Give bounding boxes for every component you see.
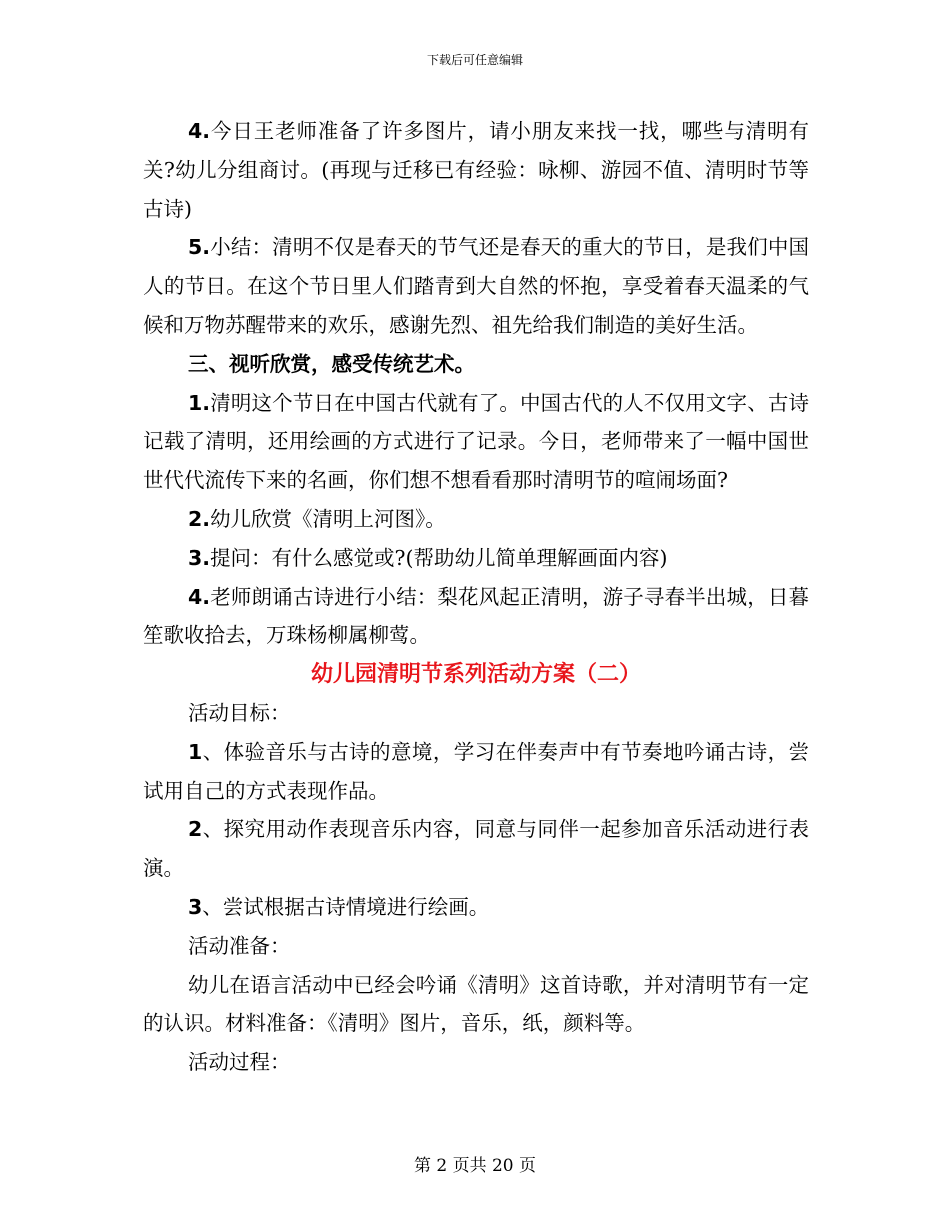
paragraph-number: 2. — [188, 506, 211, 531]
paragraph-step-4b — [143, 578, 809, 656]
paragraph-number: 5. — [188, 235, 211, 260]
paragraph-step-3 — [143, 539, 809, 578]
paragraph-number: 3 — [188, 894, 203, 919]
document-body — [143, 112, 809, 1082]
page-footer: 第 2 页共 20 页 — [413, 1156, 537, 1176]
paragraph-number: 1. — [188, 390, 211, 415]
paragraph-text: 活动过程： — [188, 1050, 291, 1075]
paragraph-text: 老师朗诵古诗进行小结：梨花风起正清明，游子寻春半出城，日暮笙歌收拾去，万珠杨柳属柳莺。 — [143, 584, 809, 648]
paragraph-number: 2 — [188, 817, 203, 842]
paragraph-summary — [143, 228, 809, 344]
section-title: 幼儿园清明节系列活动方案（二） — [310, 661, 641, 688]
paragraph-text: 小结：清明不仅是春天的节气还是春天的重大的节日，是我们中国人的节日。在这个节日里人们踏青到大自然的怀抱，享受着春天温柔的气候和万物苏醒带来的欢乐，感谢先烈、祖先给我们制造的美好生活。 — [143, 235, 809, 337]
paragraph-goal-3 — [143, 888, 809, 927]
paragraph-text: 活动目标： — [188, 700, 291, 725]
paragraph-step-2 — [143, 500, 809, 539]
paragraph-text: 、尝试根据古诗情境进行绘画。 — [202, 894, 490, 919]
paragraph-text: 今日王老师准备了许多图片，请小朋友来找一找，哪些与清明有关?幼儿分组商讨。(再现与迁移已有经验：咏柳、游园不值、清明时节等古诗) — [143, 119, 809, 221]
paragraph-text: 清明这个节日在中国古代就有了。中国古代的人不仅用文字、古诗记载了清明，还用绘画的方式进行了记录。今日，老师带来了一幅中国世世代代流传下来的名画，你们想不想看看那时清明节的喧闹场面? — [143, 390, 809, 493]
paragraph-number: 4. — [188, 119, 211, 143]
paragraph-step-1 — [143, 384, 809, 500]
paragraph-text: 三、视听欣赏，感受传统艺术。 — [188, 351, 475, 376]
paragraph-goal-1 — [143, 733, 809, 811]
paragraph-text: 提问：有什么感觉或?(帮助幼儿简单理解画面内容) — [210, 545, 668, 570]
page-header: 下载后可任意编辑 — [426, 53, 523, 67]
paragraph-number: 3. — [188, 545, 211, 570]
section-heading-3 — [143, 345, 809, 384]
paragraph-text: 、体验音乐与古诗的意境，学习在伴奏声中有节奏地吟诵古诗，尝试用自己的方式表现作品。 — [143, 739, 809, 803]
paragraph-step-4 — [143, 112, 809, 228]
paragraph-text: 活动准备： — [188, 933, 291, 958]
paragraph-number: 4. — [188, 584, 211, 609]
paragraph-process-label — [143, 1043, 809, 1082]
paragraph-text: 幼儿在语言活动中已经会吟诵《清明》这首诗歌，并对清明节有一定的认识。材料准备：《清明》图片，音乐，纸，颜料等。 — [143, 972, 809, 1036]
paragraph-prep-label — [143, 927, 809, 966]
paragraph-text: 、探究用动作表现音乐内容，同意与同伴一起参加音乐活动进行表演。 — [143, 817, 809, 881]
paragraph-goal-2 — [143, 810, 809, 888]
paragraph-number: 1 — [188, 739, 203, 764]
paragraph-text: 幼儿欣赏《清明上河图》。 — [210, 506, 446, 531]
paragraph-prep — [143, 966, 809, 1044]
paragraph-goals-label — [143, 694, 809, 733]
